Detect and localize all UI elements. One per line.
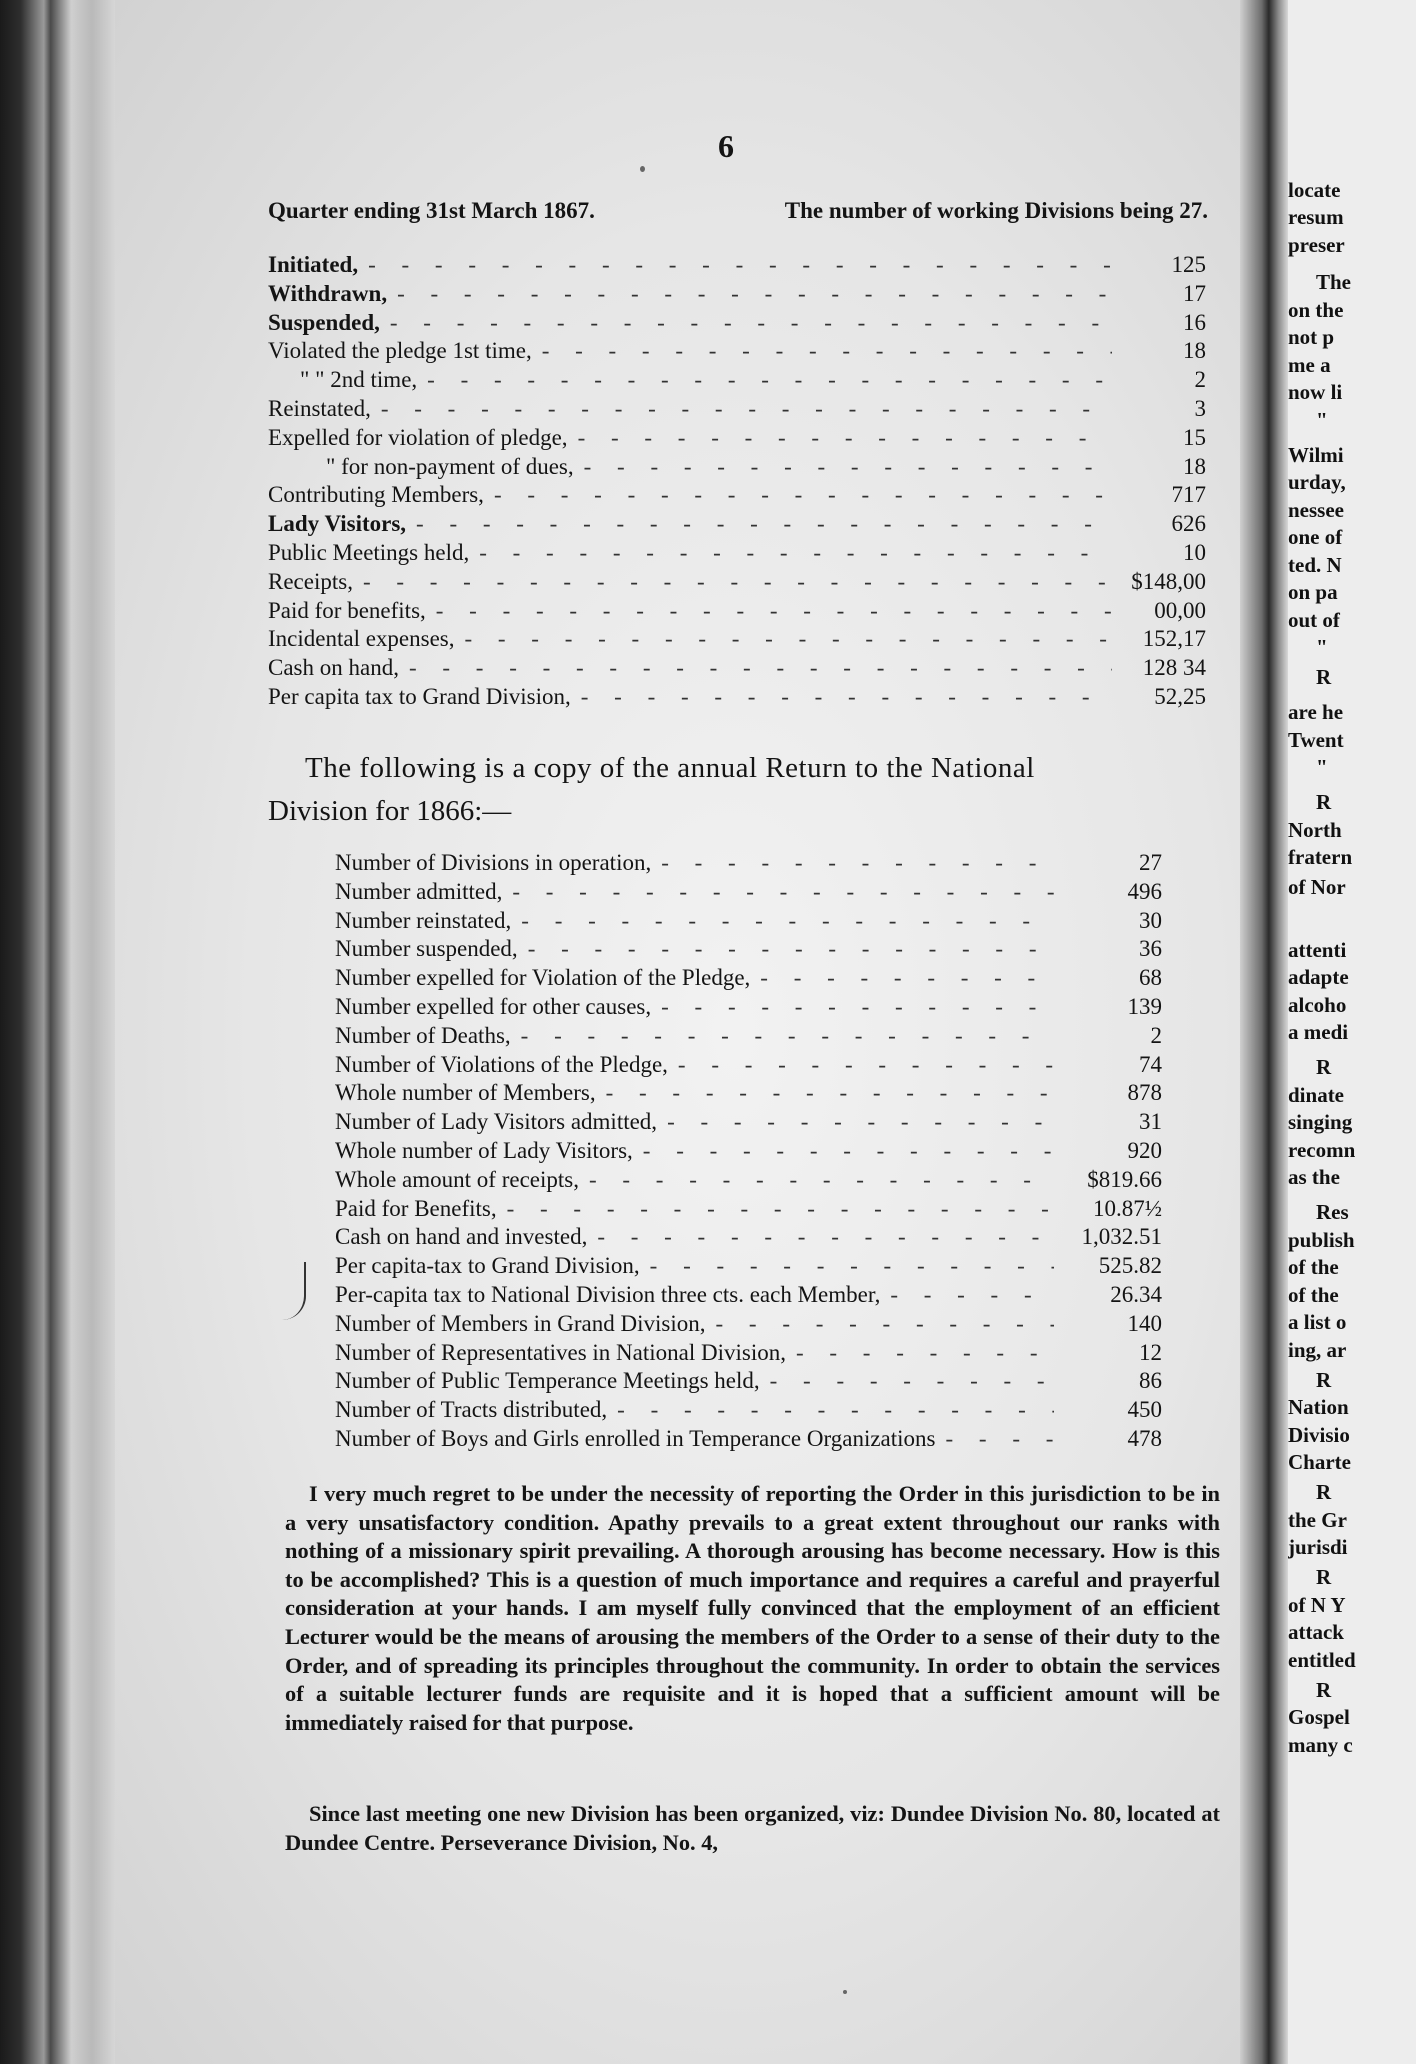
right-page-text-fragment: the Gr — [1288, 1508, 1347, 1532]
report-paragraph-new-division — [285, 1800, 1220, 1857]
row-label: Suspended, — [268, 309, 380, 335]
right-page-text-fragment: adapte — [1288, 965, 1349, 989]
row-value: 86 — [1139, 1368, 1162, 1394]
table-row — [268, 626, 1206, 655]
leader-dashes — [678, 1052, 1054, 1078]
right-page-text-fragment: North — [1288, 818, 1342, 842]
right-page-text-fragment: ing, ar — [1288, 1338, 1347, 1362]
row-value: 30 — [1139, 907, 1162, 933]
right-page-text-fragment: locate — [1288, 178, 1341, 202]
leader-dashes — [661, 850, 1054, 876]
right-page-text-fragment: of the — [1288, 1283, 1339, 1307]
right-page-text-fragment: resum — [1288, 205, 1344, 229]
right-page-text-fragment: many c — [1288, 1733, 1353, 1757]
row-label: Number of Representatives in National Division, — [335, 1339, 786, 1365]
right-page-text-fragment: me a — [1288, 353, 1331, 377]
row-value: $819.66 — [1087, 1166, 1162, 1192]
leader-dashes — [494, 482, 1112, 508]
table-row — [268, 598, 1206, 627]
row-label: Initiated, — [268, 252, 359, 277]
leader-dashes — [606, 1080, 1054, 1106]
row-value: 2 — [1194, 367, 1206, 393]
leader-dashes — [521, 908, 1054, 934]
leader-dashes — [946, 1426, 1055, 1452]
row-value: 17 — [1183, 280, 1206, 306]
leader-dashes — [381, 396, 1112, 422]
intro-line-2: Division for 1866:— — [268, 795, 512, 827]
right-page-text-fragment: Twent — [1288, 728, 1344, 752]
right-page-text-fragment: " — [1316, 408, 1328, 432]
row-value: 10.87½ — [1093, 1195, 1162, 1221]
table-row — [335, 879, 1162, 908]
paragraph-text: Since last meeting one new Division has been organized, viz: Dundee Division No. 80, located at Dundee Centre. Perseverance Division, No. 4, — [285, 1801, 1220, 1855]
right-page-text-fragment: R — [1316, 1565, 1332, 1589]
ink-speck — [843, 1990, 847, 1994]
right-page-text-fragment: Gospel — [1288, 1705, 1350, 1729]
page-number: 6 — [718, 128, 734, 164]
table-row — [335, 1109, 1162, 1138]
row-value: 478 — [1127, 1425, 1162, 1451]
row-value: 27 — [1139, 850, 1162, 875]
leader-dashes — [890, 1282, 1054, 1308]
right-page-text-fragment: Nation — [1288, 1395, 1349, 1419]
right-page-text-fragment: alcoho — [1288, 993, 1347, 1017]
table-row — [335, 1080, 1162, 1109]
table-row — [268, 338, 1206, 367]
row-label: Incidental expenses, — [268, 626, 455, 652]
row-label: Number of Divisions in operation, — [335, 850, 652, 875]
row-value: 878 — [1127, 1080, 1162, 1106]
row-value: 52,25 — [1154, 683, 1206, 709]
table-row — [335, 1138, 1162, 1167]
row-label: Per capita-tax to Grand Division, — [335, 1253, 640, 1279]
leader-dashes — [796, 1340, 1054, 1366]
leader-dashes — [589, 1167, 1054, 1193]
row-value: 626 — [1171, 511, 1206, 537]
leader-dashes — [643, 1138, 1054, 1164]
right-page-text-fragment: of the — [1288, 1255, 1339, 1279]
right-page-text-fragment: entitled — [1288, 1648, 1356, 1672]
leader-dashes — [397, 281, 1112, 307]
right-page-text-fragment: R — [1316, 1368, 1332, 1392]
row-value: 128 34 — [1142, 655, 1206, 681]
row-label: Number admitted, — [335, 878, 503, 904]
row-value: $148,00 — [1131, 568, 1206, 594]
national-return-intro — [305, 744, 1205, 792]
row-value: 125 — [1171, 252, 1206, 277]
leader-dashes — [667, 1109, 1054, 1135]
table-row — [268, 540, 1206, 569]
row-label: Number of Members in Grand Division, — [335, 1310, 706, 1336]
row-value: 525.82 — [1098, 1253, 1162, 1279]
right-page-text-fragment: Wilmi — [1288, 443, 1344, 467]
row-label: Whole amount of receipts, — [335, 1166, 579, 1192]
leader-dashes — [716, 1311, 1055, 1337]
leader-dashes — [581, 684, 1112, 710]
right-page-text-fragment: The — [1316, 270, 1352, 294]
right-page-text-fragment: on pa — [1288, 580, 1338, 604]
right-page-text-fragment: recomn — [1288, 1138, 1356, 1162]
row-label: " for non-payment of dues, — [326, 453, 574, 479]
national-return-table — [335, 850, 1162, 1455]
leader-dashes — [416, 511, 1112, 537]
leader-dashes — [464, 626, 1112, 652]
leader-dashes — [363, 569, 1112, 595]
row-label: Per-capita tax to National Division three cts. each Member, — [335, 1281, 881, 1307]
right-page-text-fragment: singing — [1288, 1110, 1353, 1134]
row-label: Expelled for violation of pledge, — [268, 424, 568, 450]
right-page-text-fragment: R — [1316, 1055, 1332, 1079]
row-label: Number of Violations of the Pledge, — [335, 1051, 668, 1077]
right-page-text-fragment: one of — [1288, 525, 1343, 549]
leader-dashes — [409, 655, 1112, 681]
row-value: 36 — [1139, 936, 1162, 962]
right-page-text-fragment: publish — [1288, 1228, 1355, 1252]
right-page-text-fragment: attack — [1288, 1620, 1344, 1644]
row-value: 10 — [1183, 539, 1206, 565]
table-row — [335, 1397, 1162, 1426]
leader-dashes — [661, 994, 1054, 1020]
row-label: Violated the pledge 1st time, — [268, 338, 532, 364]
right-page-text-fragment: now li — [1288, 380, 1343, 404]
row-label: Cash on hand and invested, — [335, 1224, 588, 1250]
row-label: Number of Public Temperance Meetings held, — [335, 1368, 760, 1394]
ink-speck — [640, 166, 645, 172]
row-label: Paid for Benefits, — [335, 1195, 497, 1221]
table-row — [335, 1196, 1162, 1225]
row-value: 18 — [1183, 453, 1206, 479]
right-page-text-fragment: dinate — [1288, 1083, 1345, 1107]
right-page-text-fragment: R — [1316, 1480, 1332, 1504]
leader-dashes — [436, 598, 1112, 624]
table-row — [335, 1253, 1162, 1282]
leader-dashes — [650, 1253, 1054, 1279]
table-row — [335, 1167, 1162, 1196]
row-label: Number of Deaths, — [335, 1022, 511, 1048]
table-row — [335, 1340, 1162, 1369]
right-page-text-fragment: not p — [1288, 325, 1335, 349]
row-label: Number expelled for other causes, — [335, 993, 652, 1019]
right-page-text-fragment: a medi — [1288, 1020, 1349, 1044]
row-value: 139 — [1127, 993, 1162, 1019]
row-value: 450 — [1127, 1397, 1162, 1423]
table-row — [335, 1426, 1162, 1455]
row-label: Whole number of Lady Visitors, — [335, 1137, 633, 1163]
row-label: Public Meetings held, — [268, 539, 470, 565]
row-value: 26.34 — [1110, 1281, 1162, 1307]
table-row — [268, 684, 1206, 713]
leader-dashes — [617, 1397, 1054, 1423]
row-label: " " 2nd time, — [300, 367, 418, 393]
row-value: 1,032.51 — [1081, 1224, 1162, 1250]
right-page-text-fragment: of Nor — [1288, 875, 1346, 899]
right-page-text-fragment: attenti — [1288, 938, 1347, 962]
row-value: 18 — [1183, 338, 1206, 364]
row-value: 2 — [1150, 1022, 1162, 1048]
quarter-header — [268, 198, 1208, 224]
leader-dashes — [521, 1023, 1054, 1049]
row-value: 717 — [1171, 482, 1206, 508]
right-page-text-fragment: R — [1316, 665, 1332, 689]
row-label: Contributing Members, — [268, 482, 484, 508]
quarter-header-right: The number of working Divisions being 27. — [784, 198, 1208, 223]
row-value: 31 — [1139, 1109, 1162, 1135]
quarterly-returns-table — [268, 252, 1206, 713]
right-page-text-fragment: on the — [1288, 298, 1344, 322]
table-row — [335, 850, 1162, 879]
right-page-text-fragment: of N Y — [1288, 1593, 1346, 1617]
table-row — [268, 454, 1206, 483]
row-label: Number suspended, — [335, 936, 518, 962]
leader-dashes — [584, 454, 1112, 480]
row-value: 140 — [1127, 1310, 1162, 1336]
right-page-text-fragment: Divisio — [1288, 1423, 1350, 1447]
right-page-text-fragment: fratern — [1288, 845, 1353, 869]
right-page-text-fragment: are he — [1288, 700, 1344, 724]
row-label: Per capita tax to Grand Division, — [268, 683, 571, 709]
table-row — [335, 1368, 1162, 1397]
binding-edge — [0, 0, 115, 2064]
row-value: 68 — [1139, 965, 1162, 991]
right-page-text-fragment: urday, — [1288, 470, 1346, 494]
leader-dashes — [507, 1196, 1054, 1222]
table-row — [268, 482, 1206, 511]
row-label: Reinstated, — [268, 395, 371, 421]
leader-dashes — [390, 310, 1112, 336]
table-row — [268, 367, 1206, 396]
right-page-text-fragment: as the — [1288, 1165, 1340, 1189]
leader-dashes — [512, 879, 1054, 905]
leader-dashes — [597, 1224, 1054, 1250]
page-right-fragment — [1288, 0, 1416, 2064]
right-page-text-fragment: " — [1316, 635, 1328, 659]
table-row — [335, 965, 1162, 994]
table-row — [268, 310, 1206, 339]
right-page-text-fragment: R — [1316, 790, 1332, 814]
paragraph-text: I very much regret to be under the necessity of reporting the Order in this jurisdiction to be in a very unsatisfactory condition. Apathy prevails to a great extent throughout our ranks with nothing of a missionary spirit prevailing. A thorough arousing has become necessary. How is this to be accomplished? This is a question of much importance and requires a careful and prayerful consideration at your hands. I am myself fully convinced that the employment of an efficient Lecturer would be the means of arousing the members of the Order to a sense of their duty to the Order, and of spreading its principles throughout the community. In order to obtain the services of a suitable lecturer funds are requisite and it is hoped that a sufficient amount will be immediately raised for that purpose. — [285, 1481, 1220, 1735]
table-row — [268, 511, 1206, 540]
quarter-header-left: Quarter ending 31st March 1867. — [268, 198, 595, 223]
leader-dashes — [542, 338, 1112, 364]
row-value: 74 — [1139, 1051, 1162, 1077]
row-value: 00,00 — [1154, 597, 1206, 623]
table-row — [335, 936, 1162, 965]
row-value: 496 — [1127, 878, 1162, 904]
intro-line-1: The following is a copy of the annual Return to the National — [305, 752, 1035, 784]
leader-dashes — [578, 425, 1112, 451]
right-page-text-fragment: ted. N — [1288, 553, 1342, 577]
right-page-text-fragment: nessee — [1288, 498, 1344, 522]
row-label: Lady Visitors, — [268, 511, 407, 537]
row-value: 920 — [1127, 1137, 1162, 1163]
table-row — [335, 1311, 1162, 1340]
row-value: 16 — [1183, 309, 1206, 335]
right-page-text-fragment: R — [1316, 1678, 1332, 1702]
table-row — [268, 569, 1206, 598]
right-page-text-fragment: Charte — [1288, 1450, 1351, 1474]
table-row — [335, 908, 1162, 937]
row-value: 12 — [1139, 1339, 1162, 1365]
row-label: Whole number of Members, — [335, 1080, 596, 1106]
leader-dashes — [479, 540, 1112, 566]
table-row — [335, 1023, 1162, 1052]
row-value: 15 — [1183, 424, 1206, 450]
table-row — [335, 994, 1162, 1023]
right-page-text-fragment: a list o — [1288, 1310, 1347, 1334]
row-label: Number of Boys and Girls enrolled in Temperance Organizations — [335, 1425, 936, 1451]
row-label: Cash on hand, — [268, 655, 399, 681]
row-value: 3 — [1194, 395, 1206, 421]
leader-dashes — [368, 252, 1112, 278]
row-label: Number expelled for Violation of the Pledge, — [335, 965, 751, 991]
table-row — [335, 1224, 1162, 1253]
right-page-text-fragment: " — [1316, 755, 1328, 779]
table-row — [268, 425, 1206, 454]
right-page-text-fragment: Res — [1316, 1200, 1349, 1224]
table-row — [268, 281, 1206, 310]
right-page-text-fragment: preser — [1288, 233, 1345, 257]
leader-dashes — [770, 1368, 1054, 1394]
table-row — [335, 1052, 1162, 1081]
table-row — [268, 252, 1206, 281]
leader-dashes — [528, 936, 1054, 962]
table-row — [335, 1282, 1162, 1311]
row-label: Withdrawn, — [268, 280, 388, 306]
row-label: Number of Tracts distributed, — [335, 1397, 608, 1423]
table-row — [268, 396, 1206, 425]
table-row — [268, 655, 1206, 684]
right-page-text-fragment: jurisdi — [1288, 1535, 1348, 1559]
leader-dashes — [427, 367, 1112, 393]
row-label: Number of Lady Visitors admitted, — [335, 1109, 658, 1135]
report-paragraph-condition — [285, 1480, 1220, 1737]
right-page-text-fragment: out of — [1288, 608, 1340, 632]
row-label: Paid for benefits, — [268, 597, 426, 623]
row-value: 152,17 — [1142, 626, 1206, 652]
page-gutter — [1240, 0, 1288, 2064]
row-label: Receipts, — [268, 568, 353, 594]
leader-dashes — [760, 965, 1054, 991]
row-label: Number reinstated, — [335, 907, 512, 933]
